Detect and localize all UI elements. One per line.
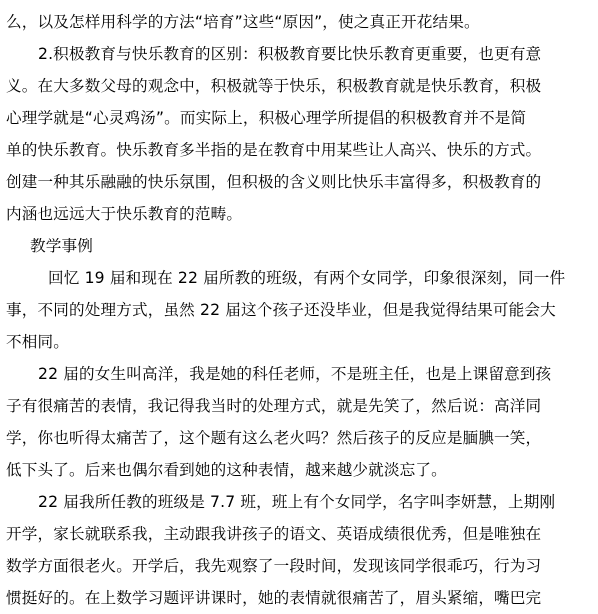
text-line-17: 开学，家长就联系我，主动跟我讲孩子的语文、英语成绩很优秀，但是唯独在 bbox=[6, 525, 542, 543]
text-line-5: 单的快乐教育。快乐教育多半指的是在教育中用某些让人高兴、快乐的方式。 bbox=[6, 141, 542, 159]
text-line-7: 内涵也远远大于快乐教育的范畴。 bbox=[6, 205, 243, 223]
text-line-3: 义。在大多数父母的观念中，积极就等于快乐，积极教育就是快乐教育，积极 bbox=[6, 77, 542, 95]
text-line-10: 事，不同的处理方式，虽然 22 届这个孩子还没毕业，但是我觉得结果可能会大 bbox=[6, 301, 556, 319]
text-line-19: 惯挺好的。在上数学习题评讲课时，她的表情就很痛苦了，眉头紧缩，嘴巴完 bbox=[6, 589, 542, 607]
text-line-14: 学，你也听得太痛苦了，这个题有这么老火吗？然后孩子的反应是腼腆一笑， bbox=[6, 429, 542, 447]
text-line-13: 子有很痛苦的表情，我记得我当时的处理方式，就是先笑了，然后说：高洋同 bbox=[6, 397, 542, 415]
text-line-2: 2.积极教育与快乐教育的区别：积极教育要比快乐教育更重要，也更有意 bbox=[38, 45, 542, 63]
text-line-4: 心理学就是“心灵鸡汤”。而实际上，积极心理学所提倡的积极教育并不是简 bbox=[6, 109, 527, 127]
text-line-9: 回忆 19 届和现在 22 届所教的班级，有两个女同学，印象很深刻，同一件 bbox=[48, 269, 566, 287]
text-line-16: 22 届我所任教的班级是 7.7 班，班上有个女同学，名字叫李妍慧，上期刚 bbox=[38, 493, 556, 511]
section-heading: 教学事例 bbox=[30, 237, 93, 255]
text-line-1: 么，以及怎样用科学的方法“培育”这些“原因”，使之真正开花结果。 bbox=[6, 13, 480, 31]
text-line-6: 创建一种其乐融融的快乐氛围，但积极的含义则比快乐丰富得多，积极教育的 bbox=[6, 173, 542, 191]
text-line-12: 22 届的女生叫高洋，我是她的科任老师，不是班主任，也是上课留意到孩 bbox=[38, 365, 552, 383]
text-line-11: 不相同。 bbox=[6, 333, 69, 351]
text-line-15: 低下头了。后来也偶尔看到她的这种表情，越来越少就淡忘了。 bbox=[6, 461, 447, 479]
text-line-18: 数学方面很老火。开学后，我先观察了一段时间，发现该同学很乖巧，行为习 bbox=[6, 557, 542, 575]
